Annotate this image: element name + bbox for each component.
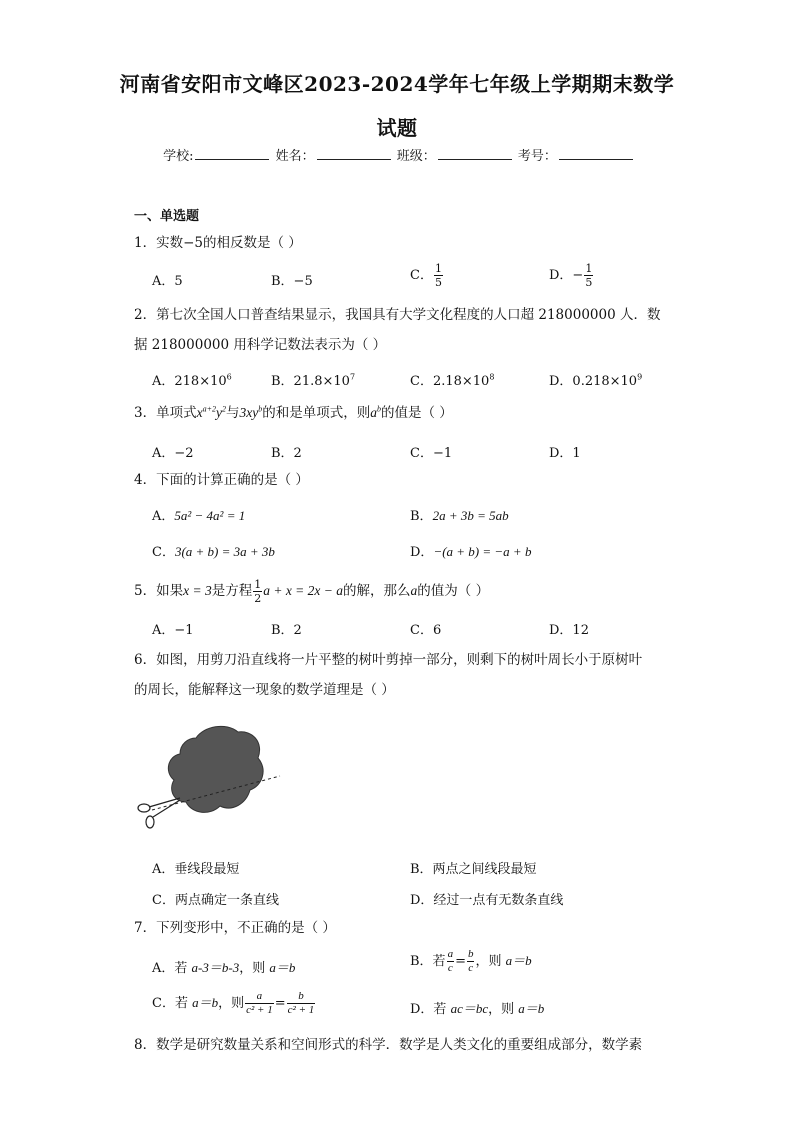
- question-2-line1: 2．第七次全国人口普查结果显示，我国具有大学文化程度的人口超 218000000 人．数: [134, 307, 661, 323]
- exam-title-line1: 河南省安阳市文峰区2023-2024学年七年级上学期期末数学: [119, 72, 675, 96]
- student-info-row: [0, 145, 794, 164]
- name-blank: [317, 147, 391, 160]
- question-4-stem: 4．下面的计算正确的是（ ）: [134, 472, 309, 488]
- q4-option-d: D．−(a + b) = −a + b: [410, 544, 532, 560]
- exam-number-label: 考号：: [517, 149, 557, 164]
- leaf-scissors-figure: [134, 720, 284, 835]
- q3-option-d: D．1: [549, 446, 581, 461]
- q7-option-a: A．若 a-3＝b-3，则 a＝b: [152, 960, 296, 976]
- q1-option-a: A．5: [152, 274, 183, 289]
- class-label: 班级：: [396, 149, 436, 164]
- exam-title-line2: 试题: [376, 116, 418, 140]
- q5-option-b: B．2: [271, 623, 302, 638]
- school-label: 学校:: [163, 149, 194, 164]
- q6-option-d: D．经过一点有无数条直线: [410, 893, 564, 908]
- q1-option-c: C． $\frac{1}{5}$: [410, 262, 442, 289]
- q6-option-a: A．垂线段最短: [152, 862, 240, 877]
- q6-option-c: C．两点确定一条直线: [152, 893, 279, 908]
- question-1-stem: 1．实数−5的相反数是（ ）: [134, 235, 302, 251]
- q4-option-b: B．2a + 3b = 5ab: [410, 508, 509, 524]
- q6-option-b: B．两点之间线段最短: [410, 862, 537, 877]
- q1-option-d: D．− $\frac{1}{5}$: [549, 262, 593, 289]
- q5-option-a: A．−1: [152, 623, 194, 638]
- q1-option-b: B．−5: [271, 274, 313, 289]
- question-2-line2: 据 218000000 用科学记数法表示为（ ）: [134, 337, 387, 353]
- q4-option-c: C．3(a + b) = 3a + 3b: [152, 544, 275, 560]
- q4-option-a: A．5a² − 4a² = 1: [152, 508, 246, 524]
- school-blank: [195, 147, 269, 160]
- q2-option-c: C．$2.18\times 10^8$: [410, 372, 495, 389]
- question-3-stem: 3．单项式$x^{a+2}y^2$与$3xy^b$的和是单项式，则$a^b$的值是（ ）: [134, 404, 453, 421]
- q2-option-b: B．$21.8\times 10^7$: [271, 372, 356, 389]
- question-8-line1: 8．数学是研究数量关系和空间形式的科学．数学是人类文化的重要组成部分，数学素: [134, 1037, 643, 1053]
- q2-option-d: D．$0.218\times 10^9$: [549, 372, 643, 389]
- q3-option-c: C．−1: [410, 446, 453, 461]
- exam-number-blank: [559, 147, 633, 160]
- class-blank: [438, 147, 512, 160]
- question-5-stem: 5．如果x = 3是方程 $\frac{1}{2}$ a + x = 2x − a的解，那么a的值为（ ）: [134, 578, 490, 605]
- q5-option-c: C．6: [410, 623, 442, 638]
- section-heading: 一、单选题: [134, 209, 200, 224]
- q7-option-d: D．若 ac＝bc，则 a＝b: [410, 1001, 545, 1017]
- q3-option-a: A．−2: [152, 446, 194, 461]
- q7-option-b: B．若 $\frac{a}{c}$ = $\frac{b}{c}$ ，则 a＝b: [410, 948, 532, 974]
- question-6-line2: 的周长，能解释这一现象的数学道理是（ ）: [134, 682, 395, 698]
- question-6-line1: 6．如图，用剪刀沿直线将一片平整的树叶剪掉一部分，则剩下的树叶周长小于原树叶: [134, 652, 643, 668]
- q5-option-d: D．12: [549, 623, 589, 638]
- question-7-stem: 7．下列变形中，不正确的是（ ）: [134, 920, 336, 936]
- q2-option-a: A．$218\times 10^6$: [152, 372, 232, 389]
- scissors-icon: [138, 798, 180, 828]
- leaf-shape: [168, 726, 263, 812]
- q7-option-c: C．若 a＝b，则 $\frac{a}{\text{c² + 1}}$ = $\frac{b}{\text{c² + 1}}$: [152, 990, 315, 1016]
- q3-option-b: B．2: [271, 446, 302, 461]
- name-label: 姓名：: [275, 149, 315, 164]
